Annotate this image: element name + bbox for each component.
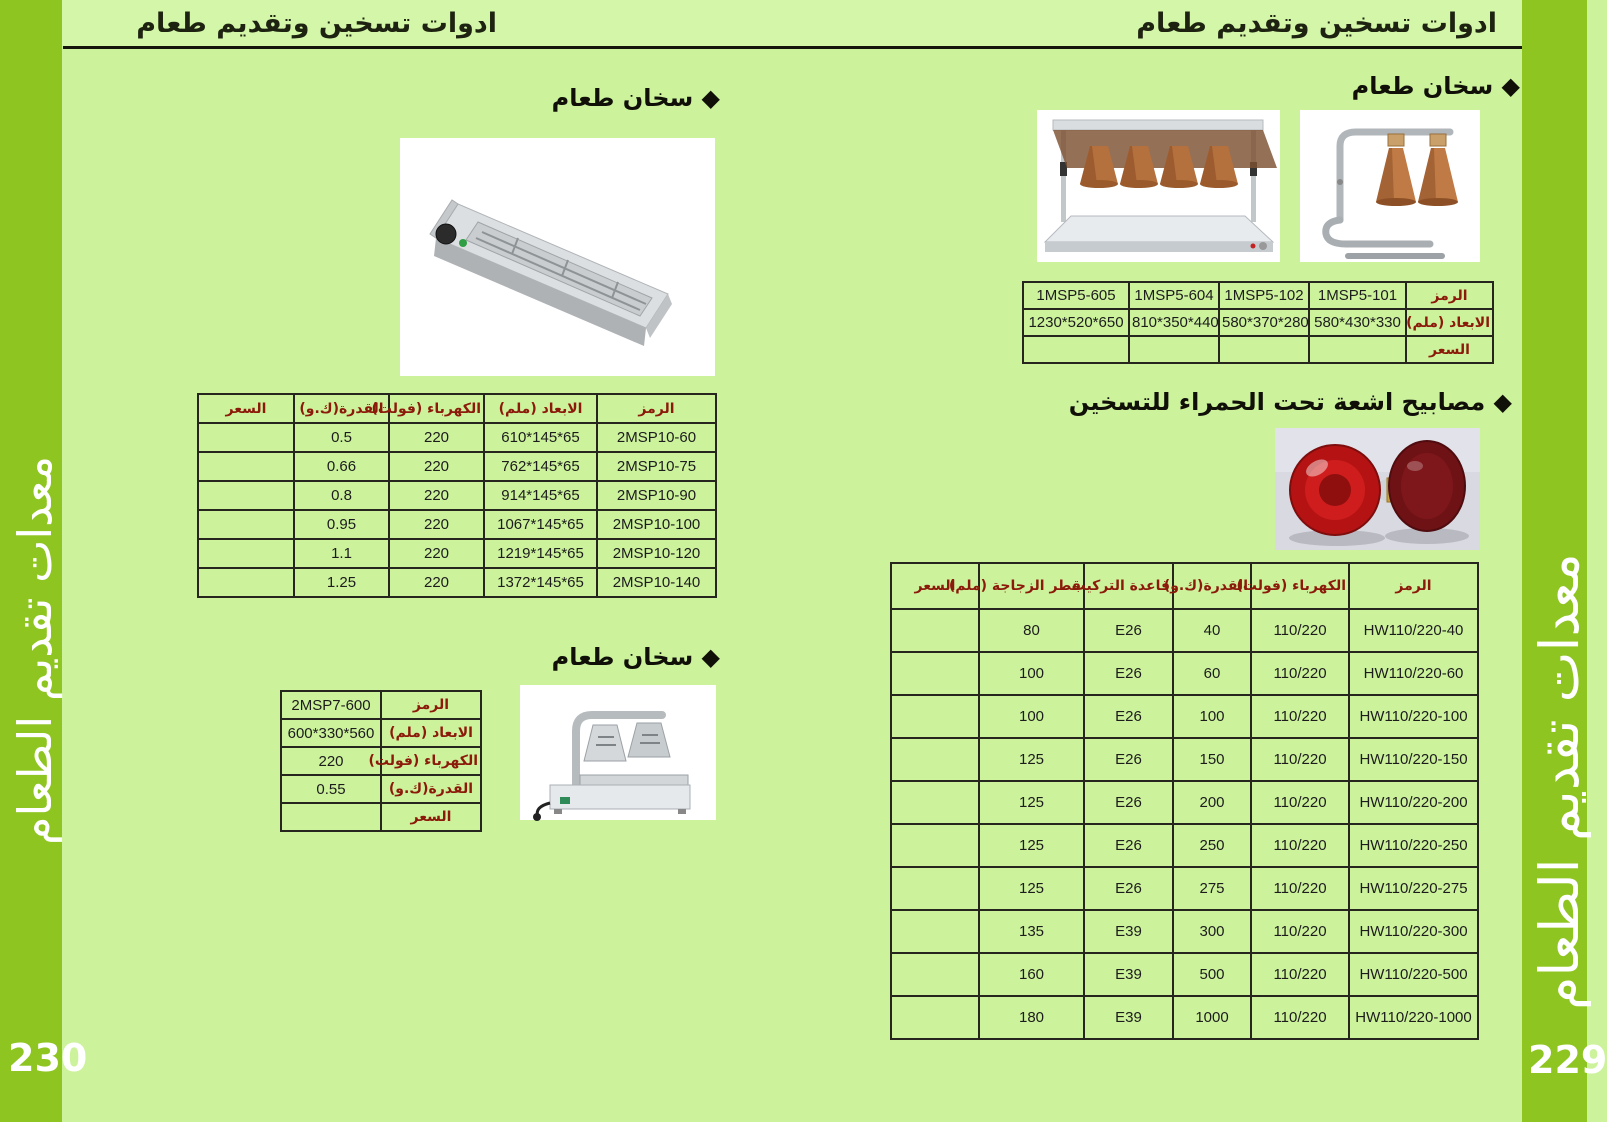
table-cell: الكهرباء (فولت) xyxy=(381,747,481,775)
table-row xyxy=(198,423,716,452)
column-header: الكهرباء (فولت) xyxy=(389,394,484,423)
column-header: القدرة(ك.و) xyxy=(294,394,389,423)
table-cell: 220 xyxy=(389,539,484,568)
table-cell xyxy=(1309,336,1406,363)
table-cell: HW110/220-250 xyxy=(1349,824,1478,867)
table-cell: 220 xyxy=(281,747,381,775)
page-number-left: 230 xyxy=(8,1036,88,1080)
table-row xyxy=(281,803,481,831)
table-cell xyxy=(1023,336,1129,363)
table-cell: 135 xyxy=(979,910,1084,953)
table-cell: 914*145*65 xyxy=(484,481,597,510)
table-cell: HW110/220-500 xyxy=(1349,953,1478,996)
table-cell: الرمز xyxy=(381,691,481,719)
table-row xyxy=(1023,336,1493,363)
table-cell: 580*430*330 xyxy=(1309,309,1406,336)
table-cell: السعر xyxy=(1406,336,1493,363)
four-lamp-warmer-illustration xyxy=(1037,110,1280,262)
table-cell: القدرة(ك.و) xyxy=(381,775,481,803)
table-cell: 0.66 xyxy=(294,452,389,481)
header-rule xyxy=(63,46,1522,49)
column-header: قاعدة التركيب xyxy=(1084,563,1173,609)
table-row xyxy=(281,719,481,747)
table-cell: 100 xyxy=(979,652,1084,695)
heading-infrared-lamps: ◆ مصابيح اشعة تحت الحمراء للتسخين xyxy=(1068,388,1512,416)
table-row xyxy=(198,510,716,539)
table-cell: E39 xyxy=(1084,996,1173,1039)
table-cell: 2MSP10-140 xyxy=(597,568,716,597)
table-cell xyxy=(891,996,979,1039)
table-row xyxy=(891,609,1478,652)
product-image-four-lamp-warmer xyxy=(1037,110,1280,262)
table-cell: 220 xyxy=(389,452,484,481)
warmers-spec-table xyxy=(1022,281,1494,364)
table-cell: 110/220 xyxy=(1251,781,1349,824)
table-cell: E26 xyxy=(1084,867,1173,910)
table-cell: 1067*145*65 xyxy=(484,510,597,539)
table-cell: HW110/220-100 xyxy=(1349,695,1478,738)
table-cell xyxy=(1219,336,1309,363)
table-cell: 110/220 xyxy=(1251,695,1349,738)
table-cell: 125 xyxy=(979,781,1084,824)
header-row xyxy=(198,394,716,423)
infrared-lamps-table xyxy=(890,562,1479,1040)
strip-heater-table xyxy=(197,393,717,598)
infrared-bulbs-illustration xyxy=(1275,428,1480,550)
table-cell: 160 xyxy=(979,953,1084,996)
table-cell: 1MSP5-102 xyxy=(1219,282,1309,309)
table-cell: E39 xyxy=(1084,910,1173,953)
table-cell: 500 xyxy=(1173,953,1251,996)
table-cell: 110/220 xyxy=(1251,953,1349,996)
product-image-two-lamp-stand xyxy=(1300,110,1480,262)
strip-heater-illustration xyxy=(400,138,715,376)
left-page-title: ادوات تسخين وتقديم طعام xyxy=(136,8,497,39)
table-cell: HW110/220-300 xyxy=(1349,910,1478,953)
product-image-strip-heater xyxy=(400,138,715,376)
table-cell: 580*370*280 xyxy=(1219,309,1309,336)
table-cell: 250 xyxy=(1173,824,1251,867)
table-cell xyxy=(198,568,294,597)
table-cell: السعر xyxy=(381,803,481,831)
table-cell xyxy=(891,695,979,738)
table-cell: 200 xyxy=(1173,781,1251,824)
right-sidebar-vertical-text: معدات تقديم الطعام xyxy=(1528,553,1591,1010)
table-row xyxy=(891,652,1478,695)
table-cell: 110/220 xyxy=(1251,738,1349,781)
table-cell: 610*145*65 xyxy=(484,423,597,452)
table-cell: 125 xyxy=(979,738,1084,781)
table-cell xyxy=(281,803,381,831)
table-row xyxy=(891,824,1478,867)
heading-food-warmer-right: ◆ سخان طعام xyxy=(1351,72,1520,100)
table-cell xyxy=(198,539,294,568)
table-cell: 2MSP10-75 xyxy=(597,452,716,481)
table-cell: 1000 xyxy=(1173,996,1251,1039)
table-cell: 1MSP5-604 xyxy=(1129,282,1219,309)
table-cell: 1219*145*65 xyxy=(484,539,597,568)
table-cell: 0.95 xyxy=(294,510,389,539)
table-cell: HW110/220-275 xyxy=(1349,867,1478,910)
table-cell: 1.25 xyxy=(294,568,389,597)
table-cell: 0.8 xyxy=(294,481,389,510)
table-cell: 300 xyxy=(1173,910,1251,953)
header-row xyxy=(891,563,1478,609)
table-cell: 220 xyxy=(389,423,484,452)
table-cell: 180 xyxy=(979,996,1084,1039)
page-number-right: 229 xyxy=(1528,1038,1607,1082)
table-row xyxy=(891,695,1478,738)
table-cell: 762*145*65 xyxy=(484,452,597,481)
table-cell: 220 xyxy=(389,481,484,510)
table-cell: 60 xyxy=(1173,652,1251,695)
heading-food-warmer-left-top: ◆ سخان طعام xyxy=(551,84,720,112)
table-cell: 0.5 xyxy=(294,423,389,452)
table-cell: 80 xyxy=(979,609,1084,652)
table-cell: 810*350*440 xyxy=(1129,309,1219,336)
table-cell: E26 xyxy=(1084,609,1173,652)
table-cell: HW110/220-200 xyxy=(1349,781,1478,824)
table-row xyxy=(891,996,1478,1039)
table-row xyxy=(891,738,1478,781)
column-header: الابعاد (ملم) xyxy=(484,394,597,423)
product-image-infrared-bulbs xyxy=(1275,428,1480,550)
table-row xyxy=(198,452,716,481)
heading-food-warmer-left-bottom: ◆ سخان طعام xyxy=(551,643,720,671)
table-cell: 1.1 xyxy=(294,539,389,568)
table-row xyxy=(1023,309,1493,336)
table-cell xyxy=(198,481,294,510)
table-cell: 2MSP10-120 xyxy=(597,539,716,568)
table-cell: 40 xyxy=(1173,609,1251,652)
column-header: الرمز xyxy=(1349,563,1478,609)
table-cell: 1372*145*65 xyxy=(484,568,597,597)
table-cell: E26 xyxy=(1084,695,1173,738)
table-cell: 2MSP10-100 xyxy=(597,510,716,539)
column-header: قطر الزجاجة (ملم) xyxy=(979,563,1084,609)
column-header: السعر xyxy=(891,563,979,609)
table-cell: 125 xyxy=(979,867,1084,910)
table-cell: HW110/220-60 xyxy=(1349,652,1478,695)
right-page-title: ادوات تسخين وتقديم طعام xyxy=(1136,8,1497,39)
table-row xyxy=(891,953,1478,996)
table-cell: E26 xyxy=(1084,652,1173,695)
table-cell xyxy=(891,652,979,695)
table-row xyxy=(891,781,1478,824)
table-cell: الابعاد (ملم) xyxy=(1406,309,1493,336)
table-cell: 110/220 xyxy=(1251,824,1349,867)
table-cell xyxy=(891,609,979,652)
table-cell: 220 xyxy=(389,568,484,597)
table-cell: 275 xyxy=(1173,867,1251,910)
table-cell xyxy=(891,738,979,781)
table-cell: 2MSP7-600 xyxy=(281,691,381,719)
table-row xyxy=(281,775,481,803)
table-row xyxy=(198,481,716,510)
table-cell: الابعاد (ملم) xyxy=(381,719,481,747)
table-cell: 100 xyxy=(1173,695,1251,738)
table-cell: HW110/220-1000 xyxy=(1349,996,1478,1039)
table-cell xyxy=(198,510,294,539)
table-cell: HW110/220-150 xyxy=(1349,738,1478,781)
compact-warmer-table xyxy=(280,690,482,832)
table-cell: 220 xyxy=(389,510,484,539)
column-header: القدرة(ك.و) xyxy=(1173,563,1251,609)
table-cell: 150 xyxy=(1173,738,1251,781)
table-cell xyxy=(198,452,294,481)
table-cell xyxy=(891,867,979,910)
table-cell: E39 xyxy=(1084,953,1173,996)
column-header: الكهرباء (فولت) xyxy=(1251,563,1349,609)
table-cell: 110/220 xyxy=(1251,609,1349,652)
table-cell: 110/220 xyxy=(1251,652,1349,695)
table-cell: 1MSP5-101 xyxy=(1309,282,1406,309)
table-cell: 1230*520*650 xyxy=(1023,309,1129,336)
table-cell: HW110/220-40 xyxy=(1349,609,1478,652)
table-cell: 100 xyxy=(979,695,1084,738)
table-cell: E26 xyxy=(1084,738,1173,781)
table-cell: 600*330*560 xyxy=(281,719,381,747)
table-cell xyxy=(891,781,979,824)
table-row xyxy=(198,568,716,597)
table-cell: 110/220 xyxy=(1251,996,1349,1039)
table-cell xyxy=(1129,336,1219,363)
table-cell: 0.55 xyxy=(281,775,381,803)
table-cell xyxy=(891,953,979,996)
column-header: الرمز xyxy=(597,394,716,423)
table-cell: 110/220 xyxy=(1251,867,1349,910)
column-header: السعر xyxy=(198,394,294,423)
table-cell: E26 xyxy=(1084,824,1173,867)
table-cell: الرمز xyxy=(1406,282,1493,309)
table-cell: 110/220 xyxy=(1251,910,1349,953)
table-cell xyxy=(891,910,979,953)
table-row xyxy=(891,867,1478,910)
table-row xyxy=(1023,282,1493,309)
table-cell: 2MSP10-60 xyxy=(597,423,716,452)
table-cell xyxy=(891,824,979,867)
table-cell: 1MSP5-605 xyxy=(1023,282,1129,309)
table-row xyxy=(281,747,481,775)
pyramid-warmer-illustration xyxy=(520,685,716,820)
two-lamp-stand-illustration xyxy=(1300,110,1480,262)
table-cell: E26 xyxy=(1084,781,1173,824)
table-cell: 125 xyxy=(979,824,1084,867)
left-sidebar-vertical-text: معدات تقديم الطعام xyxy=(8,455,62,845)
table-row xyxy=(281,691,481,719)
product-image-pyramid-warmer xyxy=(520,685,716,820)
table-row xyxy=(891,910,1478,953)
table-row xyxy=(198,539,716,568)
table-cell: 2MSP10-90 xyxy=(597,481,716,510)
table-cell xyxy=(198,423,294,452)
